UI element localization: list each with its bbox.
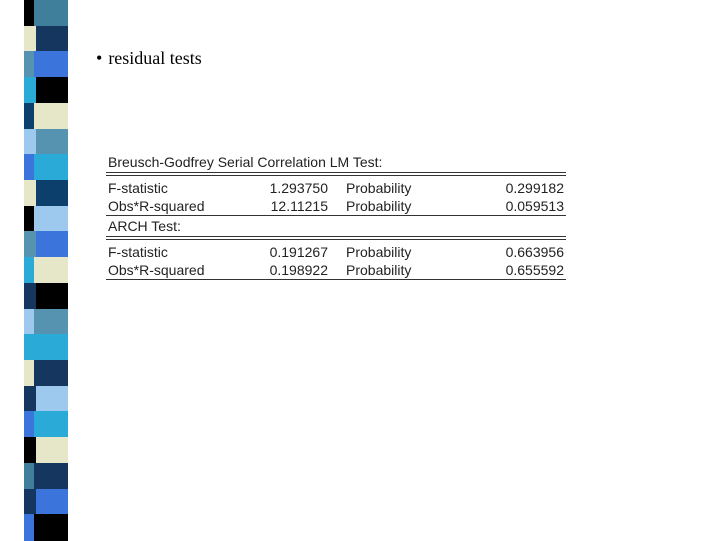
decorative-color-strip [0,0,68,540]
stat-label: Obs*R-squared [108,262,205,278]
stat-value: 12.11215 [270,198,328,214]
color-block [34,206,68,233]
table-row [106,197,566,215]
color-block [36,334,68,361]
color-block [24,51,34,78]
stat-value: 0.191267 [269,244,328,260]
color-block [36,283,68,310]
stat-value: 1.293750 [269,180,328,196]
test-title: Breusch-Godfrey Serial Correlation LM Test: [108,154,383,170]
color-block [24,154,34,181]
color-block [34,411,68,438]
table-row [106,243,566,261]
prob-value: 0.059513 [505,198,564,214]
bullet-item [96,48,202,69]
stat-label: F-statistic [108,180,168,196]
color-block [24,231,36,258]
color-block [34,514,68,541]
color-block [36,180,68,207]
color-block [24,129,36,156]
color-block [34,103,68,130]
prob-label: Probability [346,180,412,196]
color-block [36,231,68,258]
color-block [24,0,34,27]
color-block [24,77,36,104]
bullet-icon: • [96,48,103,68]
color-block [24,411,34,438]
color-block [34,154,68,181]
color-block [24,334,36,361]
stat-value: 0.198922 [269,262,328,278]
table-row [106,179,566,197]
color-block [34,309,68,336]
color-block [24,180,36,207]
prob-value: 0.663956 [505,244,564,260]
color-block [36,437,68,464]
color-block [36,26,68,53]
color-block [24,463,34,490]
prob-value: 0.655592 [505,262,564,278]
prob-label: Probability [346,244,412,260]
prob-label: Probability [346,198,412,214]
color-block [34,360,68,387]
table-row [106,261,566,279]
color-block [36,386,68,413]
residual-test-table [106,152,566,280]
color-block [34,463,68,490]
color-block [24,309,34,336]
stat-label: Obs*R-squared [108,198,205,214]
color-block [24,386,36,413]
bullet-text: residual tests [108,48,202,68]
color-block [34,0,68,27]
color-block [24,257,34,284]
color-block [36,489,68,516]
prob-value: 0.299182 [505,180,564,196]
color-block [36,129,68,156]
color-block [24,103,34,130]
color-block [24,26,36,53]
color-block [24,489,36,516]
color-block [36,77,68,104]
color-block [24,514,34,541]
test-title: ARCH Test: [108,218,181,234]
color-block [34,257,68,284]
prob-label: Probability [346,262,412,278]
color-block [24,437,36,464]
divider [106,279,566,280]
color-block [24,206,34,233]
color-block [34,51,68,78]
color-block [24,360,34,387]
color-block [24,283,36,310]
stat-label: F-statistic [108,244,168,260]
